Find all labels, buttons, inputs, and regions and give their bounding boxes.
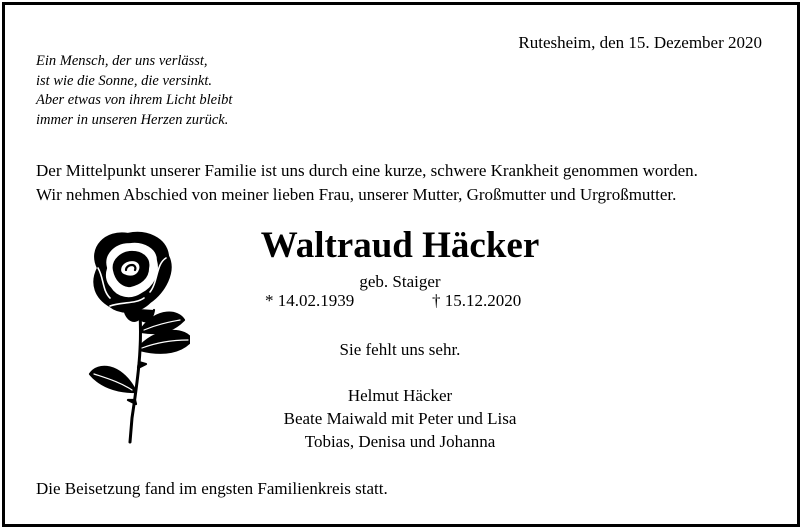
poem bbox=[36, 52, 232, 130]
rose-icon bbox=[80, 228, 190, 448]
place-date: Rutesheim, den 15. Dezember 2020 bbox=[518, 33, 762, 52]
poem-line: immer in unseren Herzen zurück. bbox=[36, 111, 229, 128]
mourners-list bbox=[200, 384, 600, 453]
farewell-message: Sie fehlt uns sehr. bbox=[339, 340, 461, 359]
birth-date: * 14.02.1939 bbox=[265, 291, 355, 310]
intro-line: Wir nehmen Abschied von meiner lieben Frau, unserer Mutter, Großmutter und Urgroßmutter. bbox=[36, 185, 677, 204]
burial-note: Die Beisetzung fand im engsten Familienkreis statt. bbox=[36, 479, 388, 498]
intro-text bbox=[36, 159, 698, 207]
maiden-name: geb. Staiger bbox=[359, 272, 441, 291]
death-date: † 15.12.2020 bbox=[432, 291, 522, 310]
poem-line: Aber etwas von ihrem Licht bleibt bbox=[36, 92, 233, 108]
mourner-line: Helmut Häcker bbox=[347, 386, 453, 405]
poem-line: Ein Mensch, der uns verlässt, bbox=[36, 53, 208, 69]
mourner-line: Beate Maiwald mit Peter und Lisa bbox=[283, 409, 517, 428]
poem-line: ist wie die Sonne, die versinkt. bbox=[36, 72, 212, 89]
intro-line: Der Mittelpunkt unserer Familie ist uns durch eine kurze, schwere Krankheit genommen worden. bbox=[36, 161, 698, 180]
mourner-line: Tobias, Denisa und Johanna bbox=[304, 432, 496, 451]
deceased-name: Waltraud Häcker bbox=[260, 225, 540, 266]
